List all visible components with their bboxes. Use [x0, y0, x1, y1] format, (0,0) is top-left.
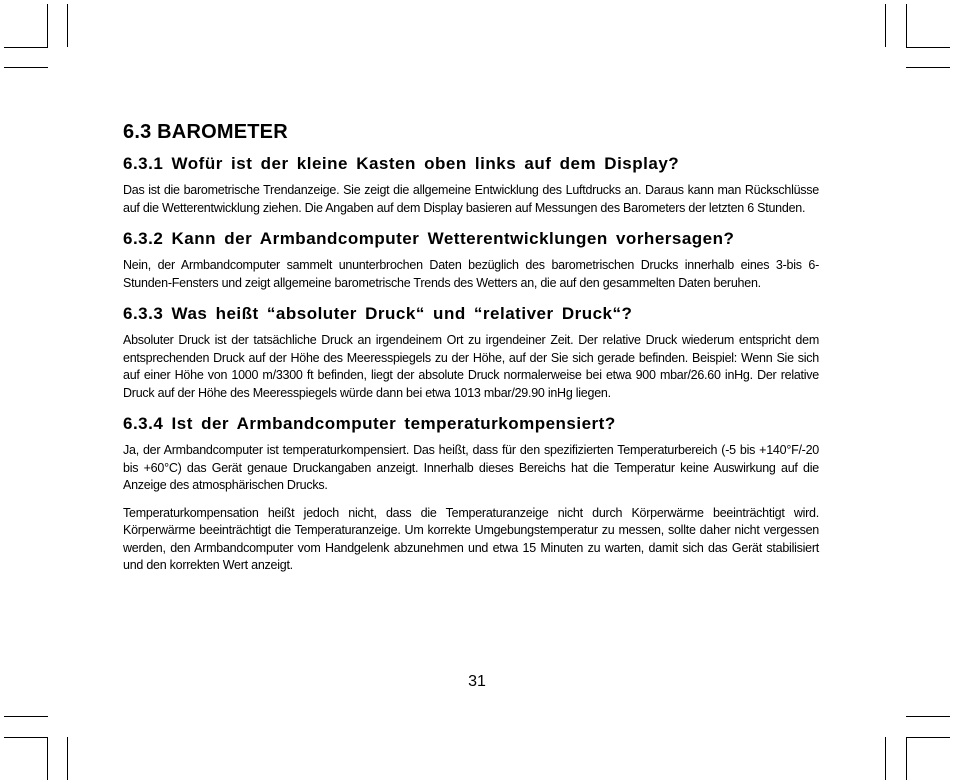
crop-mark: [47, 737, 48, 780]
crop-mark: [885, 4, 886, 47]
crop-mark: [906, 737, 950, 738]
crop-mark: [885, 737, 886, 780]
crop-mark: [4, 737, 48, 738]
crop-mark: [906, 4, 907, 47]
section-heading: 6.3.2 Kann der Armbandcomputer Wetterentwicklungen vorhersagen?: [123, 229, 735, 248]
section-paragraph: Nein, der Armbandcomputer sammelt ununterbrochen Daten bezüglich des barometrischen Drucks innerhalb eines 3-bis 6-Stunden-Fensters und zeigt allgemeine barometrische Trends des Wetters an, die auf den gesammelten Daten beruhen.: [123, 258, 819, 290]
crop-mark: [906, 737, 907, 780]
page-number: 31: [468, 673, 486, 690]
crop-mark: [906, 47, 950, 48]
crop-mark: [906, 67, 950, 68]
section-paragraph: Temperaturkompensation heißt jedoch nicht, dass die Temperaturanzeige nicht durch Körperwärme beeinträchtigt wird. Körperwärme beeinträchtigt die Temperaturanzeige. Um korrekte Umgebungstemperatur zu messen, sollte daher nicht vergessen werden, den Armbandcomputer vom Handgelenk abzunehmen und etwa 15 Minuten zu warten, damit sich das Gerät stabilisiert und den korrekten Wert anzeigt.: [123, 505, 819, 572]
section-heading: 6.3.3 Was heißt “absoluter Druck“ und “relativer Druck“?: [123, 304, 633, 323]
section-paragraph: Ja, der Armbandcomputer ist temperaturkompensiert. Das heißt, dass für den spezifizierten Temperaturbereich (-5 bis +140°F/-20 bis +60°C) das Gerät genaue Druckangaben anzeigt. Innerhalb dieses Bereichs hat die Temperatur keine Auswirkung auf die Anzeige des atmosphärischen Drucks.: [123, 443, 819, 492]
crop-mark: [4, 47, 48, 48]
section-paragraph: Absoluter Druck ist der tatsächliche Druck an irgendeinem Ort zu irgendeiner Zeit. Der relative Druck wiederum entspricht dem entsprechenden Druck auf der Höhe des Meeresspiegels zu der Höhe, auf der Sie sich gerade befinden. Beispiel: Wenn Sie sich auf einer Höhe von 1000 m/3300 ft befinden, liegt der absolute Druck normalerweise bei etwa 900 mbar/26.60 inHg. Der relative Druck auf der Höhe des Meeresspiegels würde dann bei etwa 1013 mbar/29.90 inHg liegen.: [123, 333, 819, 400]
document-body: [123, 121, 819, 577]
crop-mark: [47, 4, 48, 47]
section-heading: 6.3.4 Ist der Armbandcomputer temperaturkompensiert?: [123, 414, 616, 433]
crop-mark: [67, 737, 68, 780]
page-title: 6.3 BAROMETER: [123, 121, 288, 143]
crop-mark: [4, 716, 48, 717]
section-heading: 6.3.1 Wofür ist der kleine Kasten oben links auf dem Display?: [123, 154, 680, 173]
crop-mark: [67, 4, 68, 47]
section-paragraph: Das ist die barometrische Trendanzeige. Sie zeigt die allgemeine Entwicklung des Luftdrucks an. Daraus kann man Rückschlüsse auf die Wetterentwicklung ziehen. Die Angaben auf dem Display basieren auf Messungen des Barometers der letzten 6 Stunden.: [123, 183, 819, 215]
crop-mark: [906, 716, 950, 717]
crop-mark: [4, 67, 48, 68]
